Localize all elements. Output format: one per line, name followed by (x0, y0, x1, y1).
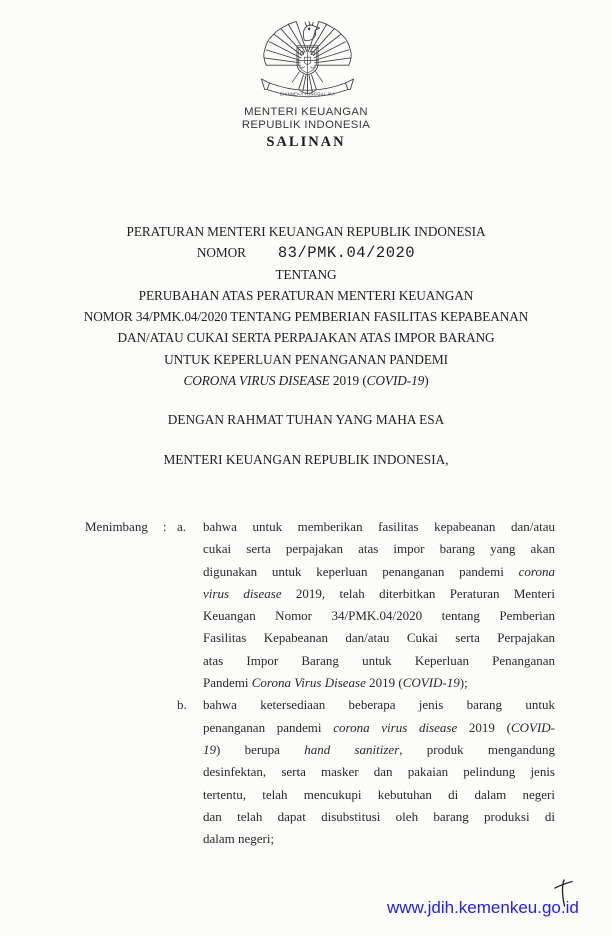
ministry-name-line1: MENTERI KEUANGAN (244, 106, 368, 118)
text-segment: cukai serta perpajakan atas impor barang yang akan (203, 541, 555, 557)
text-line (203, 739, 555, 761)
text-line (203, 784, 555, 806)
text-segment: ) (424, 372, 429, 388)
text-segment: 19 (203, 741, 216, 757)
jdih-url-link[interactable]: www.jdih.kemenkeu.go.id (387, 898, 579, 917)
subject-line (0, 370, 612, 391)
text-segment: desinfektan, serta masker dan pakaian pelindung jenis (203, 764, 555, 780)
consideration-item-a (177, 516, 555, 694)
regulation-title-block (0, 221, 612, 391)
subject-line (0, 306, 612, 327)
text-line (203, 717, 555, 739)
text-segment: corona (518, 563, 555, 579)
text-segment: digunakan untuk keperluan penanganan pandemi (203, 563, 519, 579)
ministry-name-line2: REPUBLIK INDONESIA (241, 118, 371, 131)
text-segment: virus disease (203, 585, 282, 601)
text-segment: Pandemi (203, 675, 252, 691)
regulation-heading: PERATURAN MENTERI KEUANGAN REPUBLIK INDONESIA (126, 224, 486, 239)
item-marker: b. (177, 697, 187, 713)
text-line (203, 605, 555, 627)
text-segment: PERUBAHAN ATAS PERATURAN MENTERI KEUANGAN (138, 288, 474, 304)
text-line (203, 694, 555, 716)
text-segment: , produk mengandung (399, 741, 556, 757)
text-segment: ); (459, 675, 468, 691)
text-segment: atas Impor Barang untuk Keperluan Penanganan (203, 652, 555, 668)
text-segment: Fasilitas Kepabeanan dan/atau Cukai serta Perpajakan (203, 630, 555, 646)
text-segment: penanganan pandemi (203, 719, 334, 735)
text-segment: bahwa untuk memberikan fasilitas kepabeanan dan/atau (203, 519, 555, 534)
text-line (203, 672, 555, 694)
text-segment: Corona Virus Disease (251, 675, 366, 691)
considering-label: Menimbang (85, 519, 148, 534)
text-line (203, 761, 555, 783)
text-segment: 2019 ( (457, 719, 511, 735)
item-marker: a. (177, 519, 187, 534)
text-segment: 2019 ( (365, 675, 403, 691)
text-segment: CORONA VIRUS DISEASE (183, 372, 330, 388)
subject-line (0, 327, 612, 348)
text-segment: dan telah dapat disubstitusi oleh barang produksi di (203, 808, 555, 824)
salinan-copy-stamp: SALINAN (266, 134, 346, 150)
text-segment: 2019 ( (329, 372, 367, 388)
consideration-item-b (177, 694, 555, 850)
regulation-number-line (0, 242, 612, 264)
text-segment: ) berupa (216, 741, 305, 757)
text-segment: COVID-19 (366, 372, 425, 388)
emblem-motto: BHINNEKA TUNGGAL IKA (279, 91, 336, 97)
garuda-pancasila-emblem-icon (259, 19, 356, 105)
nomor-label: NOMOR (196, 245, 246, 261)
text-segment: UNTUK KEPERLUAN PENANGANAN PANDEMI (164, 351, 448, 367)
text-line (203, 516, 555, 538)
text-segment: DAN/ATAU CUKAI SERTA PERPAJAKAN ATAS IMPOR BARANG (117, 330, 495, 346)
enacting-authority-line: MENTERI KEUANGAN REPUBLIK INDONESIA, (163, 452, 449, 467)
text-line (203, 806, 555, 828)
text-line (203, 538, 555, 560)
considering-items (177, 516, 555, 850)
item-text (203, 694, 555, 850)
text-segment: COVID- (510, 719, 555, 735)
text-segment: NOMOR 34/PMK.04/2020 TENTANG PEMBERIAN FASILITAS KEPABEANAN (83, 309, 529, 325)
text-segment: bahwa ketersediaan beberapa jenis barang untuk (203, 697, 555, 713)
text-segment: tertentu, telah mencukupi kebutuhan di dalam negeri (203, 786, 555, 802)
considering-colon: : (163, 519, 167, 534)
subject-line (0, 349, 612, 370)
text-segment: 2019, telah diterbitkan Peraturan Menteri (281, 585, 555, 601)
text-segment: dalam negeri; (203, 831, 275, 847)
text-line (203, 561, 555, 583)
text-line (203, 650, 555, 672)
text-line (203, 627, 555, 649)
subject-line (0, 285, 612, 306)
nomor-value: 83/PMK.04/2020 (277, 244, 416, 263)
considering-section (85, 516, 555, 850)
text-segment: corona virus disease (333, 719, 458, 735)
item-text (203, 516, 555, 694)
text-segment: hand sanitizer (304, 741, 400, 757)
invocation-line: DENGAN RAHMAT TUHAN YANG MAHA ESA (167, 412, 445, 427)
tentang-label: TENTANG (275, 267, 337, 283)
text-segment: COVID-19 (402, 675, 460, 691)
text-line (203, 583, 555, 605)
text-segment: Keuangan Nomor 34/PMK.04/2020 tentang Pemberian (203, 608, 555, 624)
text-line (203, 828, 555, 850)
